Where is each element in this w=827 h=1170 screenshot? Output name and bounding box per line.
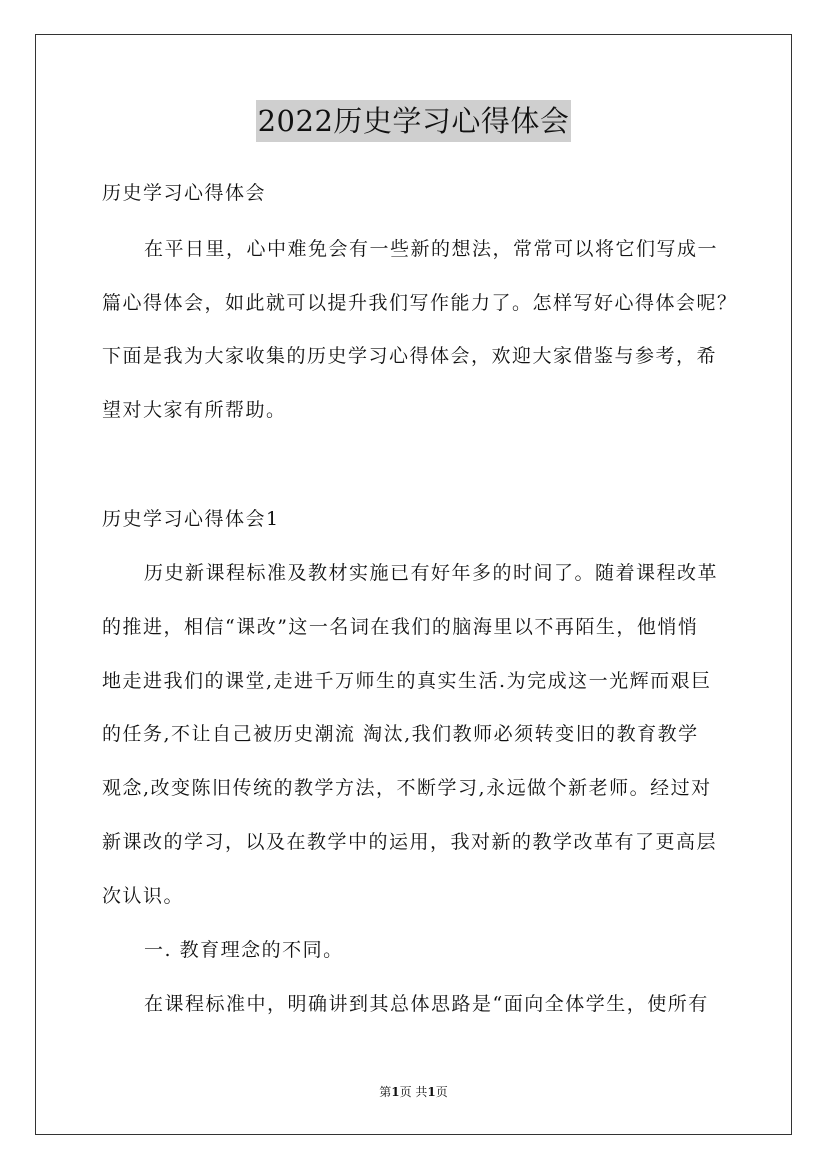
intro-line-2: 篇心得体会，如此就可以提升我们写作能力了。怎样写好心得体会呢？ (102, 292, 738, 314)
point-one-heading: 一. 教育理念的不同。 (144, 939, 344, 961)
footer-page-total: 1 (427, 1085, 436, 1099)
document-title: 2022历史学习心得体会 (256, 100, 572, 142)
footer-page-middle: 页 共 (399, 1085, 428, 1099)
section-line-4: 的任务,不让自己被历史潮流 淘汰,我们教师必须转变旧的教育教学 (102, 723, 699, 745)
last-paragraph-line: 在课程标准中，明确讲到其总体思路是“面向全体学生，使所有 (144, 993, 709, 1015)
footer-page-prefix: 第 (379, 1085, 392, 1099)
intro-line-1: 在平日里，心中难免会有一些新的想法，常常可以将它们写成一 (144, 238, 719, 260)
intro-line-4: 望对大家有所帮助。 (102, 399, 287, 421)
footer-page-suffix: 页 (435, 1085, 448, 1099)
section-line-3: 地走进我们的课堂,走进千万师生的真实生活.为完成这一光辉而艰巨 (102, 670, 712, 692)
title-container (0, 100, 827, 142)
footer-page-number: 1 (391, 1085, 400, 1099)
doc-heading: 历史学习心得体会 (102, 182, 267, 204)
section-line-2: 的推进，相信“课改”这一名词在我们的脑海里以不再陌生，他悄悄 (102, 616, 699, 638)
section-line-6: 新课改的学习，以及在教学中的运用，我对新的教学改革有了更高层 (102, 831, 718, 853)
section-line-7: 次认识。 (102, 885, 185, 907)
page-footer (0, 1084, 827, 1100)
section-line-5: 观念,改变陈旧传统的教学方法，不断学习,永远做个新老师。经过对 (102, 777, 712, 799)
intro-line-3: 下面是我为大家收集的历史学习心得体会，欢迎大家借鉴与参考，希 (102, 345, 718, 367)
section-line-1: 历史新课程标准及教材实施已有好年多的时间了。随着课程改革 (144, 562, 719, 584)
section-heading: 历史学习心得体会1 (102, 508, 280, 530)
